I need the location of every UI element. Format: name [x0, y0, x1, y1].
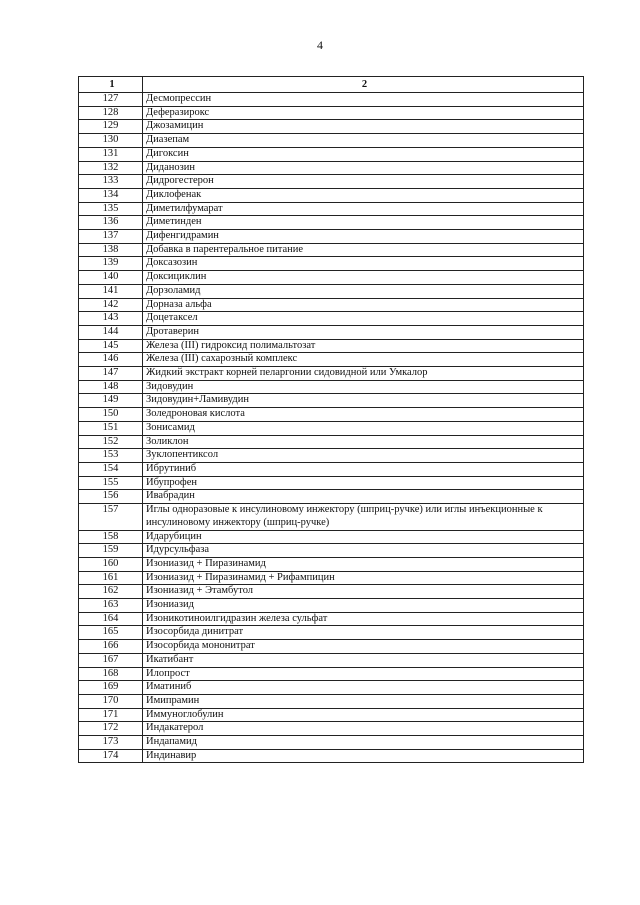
row-number: 132	[79, 161, 143, 175]
row-number: 151	[79, 421, 143, 435]
row-number: 129	[79, 120, 143, 134]
row-number: 167	[79, 653, 143, 667]
drug-name: Иматиниб	[143, 681, 584, 695]
drug-name: Доксазозин	[143, 257, 584, 271]
drug-name: Идарубицин	[143, 530, 584, 544]
table-row	[79, 708, 584, 722]
table-row	[79, 284, 584, 298]
row-number: 164	[79, 612, 143, 626]
row-number: 173	[79, 736, 143, 750]
table-row	[79, 202, 584, 216]
table-row	[79, 257, 584, 271]
drug-name: Иглы одноразовые к инсулиновому инжектору (шприц-ручке) или иглы инъекционные к инсулиновому инжектору (шприц-ручке)	[143, 504, 584, 530]
table-row	[79, 161, 584, 175]
row-number: 141	[79, 284, 143, 298]
table-row	[79, 681, 584, 695]
drug-name: Дротаверин	[143, 325, 584, 339]
table-row	[79, 325, 584, 339]
drug-name: Золедроновая кислота	[143, 408, 584, 422]
drug-name: Железа (III) гидроксид полимальтозат	[143, 339, 584, 353]
drug-name: Дорназа альфа	[143, 298, 584, 312]
row-number: 160	[79, 557, 143, 571]
drug-name: Диклофенак	[143, 188, 584, 202]
table-row	[79, 504, 584, 530]
table-row	[79, 640, 584, 654]
drug-name: Ибупрофен	[143, 476, 584, 490]
row-number: 145	[79, 339, 143, 353]
row-number: 134	[79, 188, 143, 202]
row-number: 153	[79, 449, 143, 463]
drug-name: Десмопрессин	[143, 93, 584, 107]
row-number: 158	[79, 530, 143, 544]
row-number: 162	[79, 585, 143, 599]
table-row	[79, 120, 584, 134]
row-number: 146	[79, 353, 143, 367]
drug-name: Изониазид + Пиразинамид + Рифампицин	[143, 571, 584, 585]
row-number: 159	[79, 544, 143, 558]
table-row	[79, 216, 584, 230]
row-number: 163	[79, 599, 143, 613]
row-number: 161	[79, 571, 143, 585]
row-number: 128	[79, 106, 143, 120]
row-number: 170	[79, 694, 143, 708]
drug-name: Зонисамид	[143, 421, 584, 435]
drug-name: Зуклопентиксол	[143, 449, 584, 463]
drug-name: Диметилфумарат	[143, 202, 584, 216]
table-row	[79, 230, 584, 244]
page-number: 4	[317, 38, 323, 52]
drug-name: Дигоксин	[143, 147, 584, 161]
table-row	[79, 312, 584, 326]
table-row	[79, 612, 584, 626]
row-number: 169	[79, 681, 143, 695]
table-row	[79, 394, 584, 408]
row-number: 147	[79, 367, 143, 381]
drug-name: Ивабрадин	[143, 490, 584, 504]
drug-name: Идурсульфаза	[143, 544, 584, 558]
row-number: 140	[79, 271, 143, 285]
table-row	[79, 380, 584, 394]
drug-name: Изониазид	[143, 599, 584, 613]
table-body	[79, 93, 584, 763]
table-header-row	[79, 77, 584, 93]
drug-name: Джозамицин	[143, 120, 584, 134]
table-row	[79, 449, 584, 463]
table-row	[79, 571, 584, 585]
row-number: 135	[79, 202, 143, 216]
table-row	[79, 462, 584, 476]
drug-name: Изосорбида динитрат	[143, 626, 584, 640]
table-row	[79, 544, 584, 558]
table-row	[79, 736, 584, 750]
drug-name: Индинавир	[143, 749, 584, 763]
row-number: 136	[79, 216, 143, 230]
row-number: 144	[79, 325, 143, 339]
table-row	[79, 722, 584, 736]
drug-list-table	[78, 76, 584, 763]
table-row	[79, 476, 584, 490]
table-row	[79, 134, 584, 148]
row-number: 127	[79, 93, 143, 107]
drug-name: Имипрамин	[143, 694, 584, 708]
table-row	[79, 530, 584, 544]
column-header-number: 1	[79, 77, 143, 93]
row-number: 157	[79, 504, 143, 530]
drug-name: Доцетаксел	[143, 312, 584, 326]
drug-name: Добавка в парентеральное питание	[143, 243, 584, 257]
table-row	[79, 599, 584, 613]
drug-name: Дорзоламид	[143, 284, 584, 298]
row-number: 166	[79, 640, 143, 654]
drug-name: Ибрутиниб	[143, 462, 584, 476]
row-number: 152	[79, 435, 143, 449]
table-row	[79, 243, 584, 257]
drug-name: Индапамид	[143, 736, 584, 750]
drug-name: Изониазид + Этамбутол	[143, 585, 584, 599]
row-number: 148	[79, 380, 143, 394]
table-row	[79, 626, 584, 640]
table-row	[79, 353, 584, 367]
table-row	[79, 694, 584, 708]
table-row	[79, 557, 584, 571]
table-row	[79, 421, 584, 435]
drug-name: Дифенгидрамин	[143, 230, 584, 244]
row-number: 155	[79, 476, 143, 490]
drug-name: Икатибант	[143, 653, 584, 667]
row-number: 165	[79, 626, 143, 640]
drug-name: Диданозин	[143, 161, 584, 175]
row-number: 174	[79, 749, 143, 763]
table-row	[79, 271, 584, 285]
drug-name: Доксициклин	[143, 271, 584, 285]
drug-name: Индакатерол	[143, 722, 584, 736]
table-row	[79, 93, 584, 107]
row-number: 131	[79, 147, 143, 161]
drug-name: Жидкий экстракт корней пеларгонии сидовидной или Умкалор	[143, 367, 584, 381]
table-row	[79, 435, 584, 449]
drug-name: Деферазирокс	[143, 106, 584, 120]
drug-name: Золиклон	[143, 435, 584, 449]
table-row	[79, 667, 584, 681]
drug-name: Изосорбида мононитрат	[143, 640, 584, 654]
table-row	[79, 367, 584, 381]
row-number: 139	[79, 257, 143, 271]
row-number: 133	[79, 175, 143, 189]
row-number: 171	[79, 708, 143, 722]
drug-name: Железа (III) сахарозный комплекс	[143, 353, 584, 367]
table-row	[79, 585, 584, 599]
drug-name: Дидрогестерон	[143, 175, 584, 189]
column-header-name: 2	[143, 77, 584, 93]
row-number: 154	[79, 462, 143, 476]
table-row	[79, 147, 584, 161]
table-row	[79, 408, 584, 422]
table-row	[79, 749, 584, 763]
drug-name: Иммуноглобулин	[143, 708, 584, 722]
row-number: 142	[79, 298, 143, 312]
table-row	[79, 490, 584, 504]
table-row	[79, 339, 584, 353]
row-number: 168	[79, 667, 143, 681]
drug-name: Изониазид + Пиразинамид	[143, 557, 584, 571]
row-number: 138	[79, 243, 143, 257]
row-number: 149	[79, 394, 143, 408]
table-row	[79, 298, 584, 312]
table-row	[79, 653, 584, 667]
row-number: 156	[79, 490, 143, 504]
drug-name: Диазепам	[143, 134, 584, 148]
table-row	[79, 106, 584, 120]
drug-name: Зидовудин	[143, 380, 584, 394]
drug-name: Илопрост	[143, 667, 584, 681]
drug-name: Изоникотиноилгидразин железа сульфат	[143, 612, 584, 626]
row-number: 130	[79, 134, 143, 148]
table-row	[79, 175, 584, 189]
row-number: 137	[79, 230, 143, 244]
row-number: 172	[79, 722, 143, 736]
row-number: 150	[79, 408, 143, 422]
row-number: 143	[79, 312, 143, 326]
drug-name: Зидовудин+Ламивудин	[143, 394, 584, 408]
table-row	[79, 188, 584, 202]
drug-name: Диметинден	[143, 216, 584, 230]
